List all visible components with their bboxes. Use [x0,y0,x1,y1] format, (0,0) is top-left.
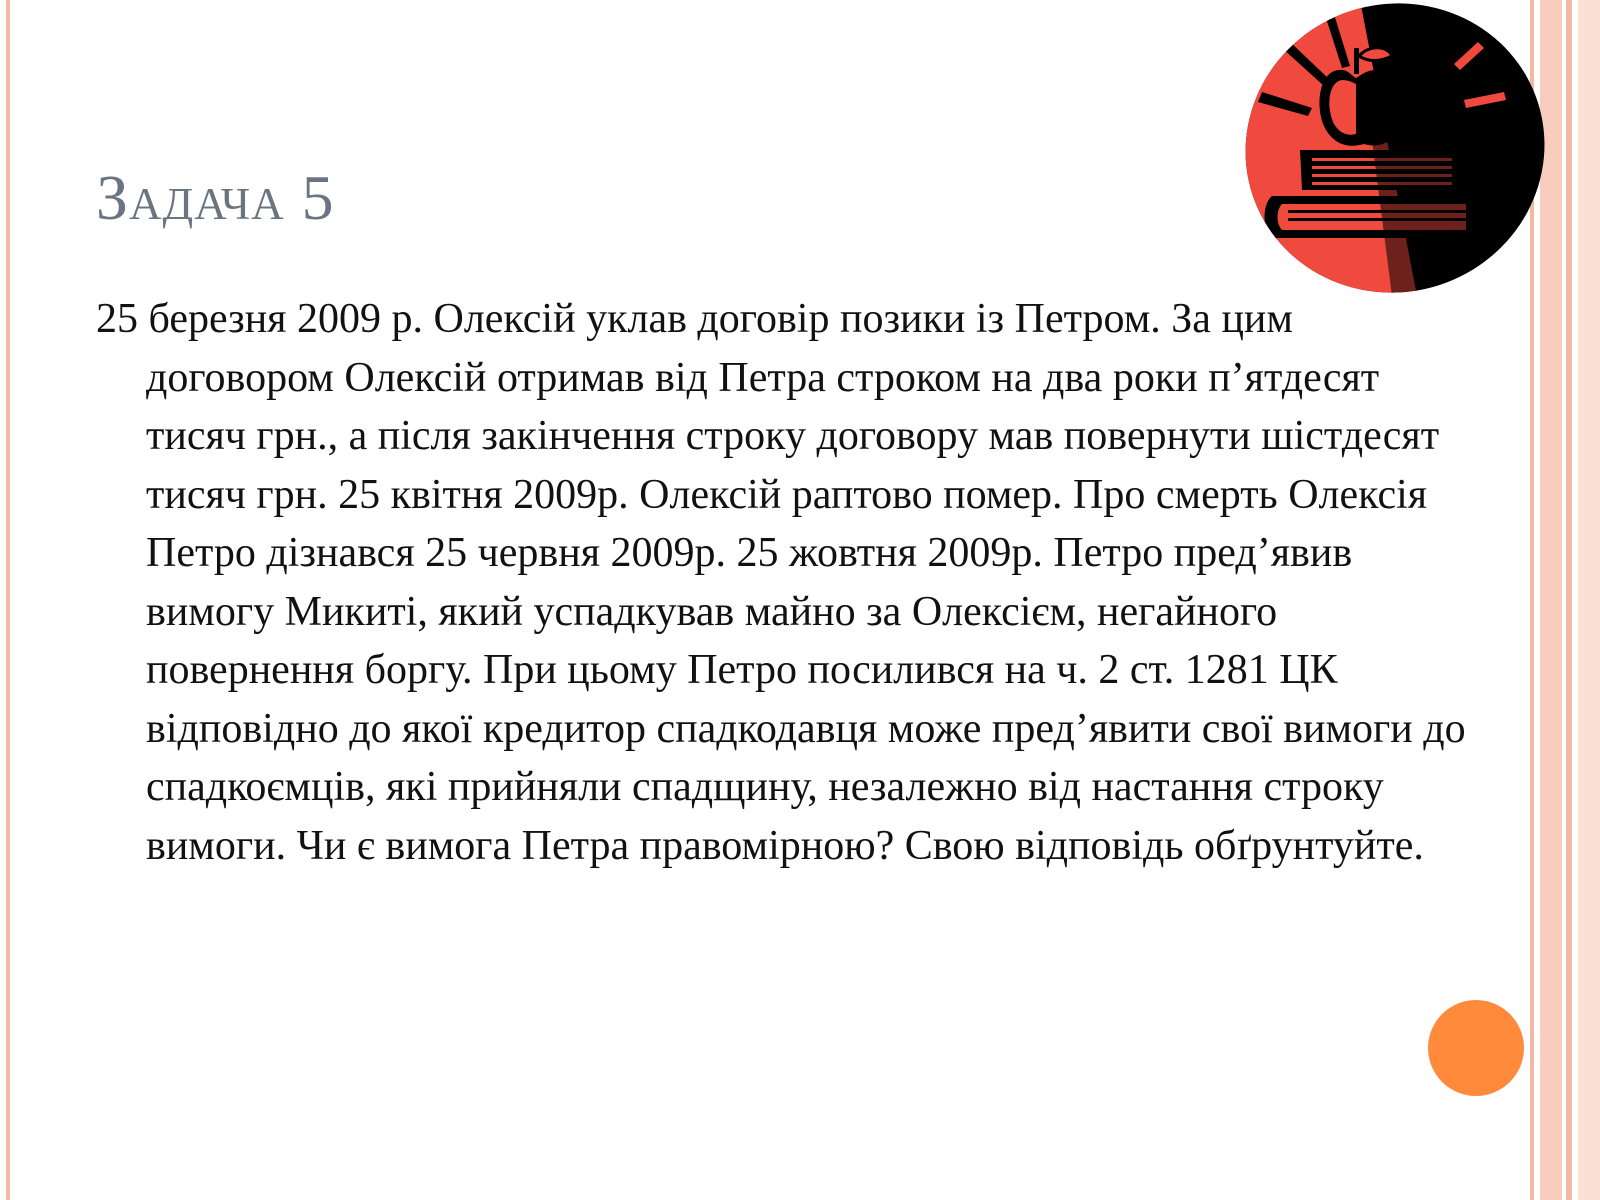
right-border-stripe [1578,0,1600,1200]
task-text: 25 березня 2009 р. Олексій уклав договір позики із Петром. За цим договором Олексій отримав від Петра строком на два роки п’ятдесят тисяч грн., а після закінчення строку договору мав повернути шістдесят тисяч грн. 25 квітня 2009р. Олексій раптово помер. Про смерть Олексія Петро дізнався 25 червня 2009р. 25 жовтня 2009р. Петро пред’явив вимогу Микиті, який успадкував майно за Олексієм, негайного повернення боргу. При цьому Петро посилився на ч. 2 ст. 1281 ЦК відповідно до якої кредитор спадкодавця може пред’явити свої вимоги до спадкоємців, які прийняли спадщину, незалежно від настання строку вимоги. Чи є вимога Петра правомірною? Свою відповідь обґрунтуйте. [96,296,1466,869]
left-border [6,0,10,1200]
apple-on-books-icon [1242,0,1548,296]
orange-circle-decoration [1428,1000,1524,1096]
right-border-stripe [1566,0,1572,1200]
slide-title: Задача 5 [96,162,335,233]
